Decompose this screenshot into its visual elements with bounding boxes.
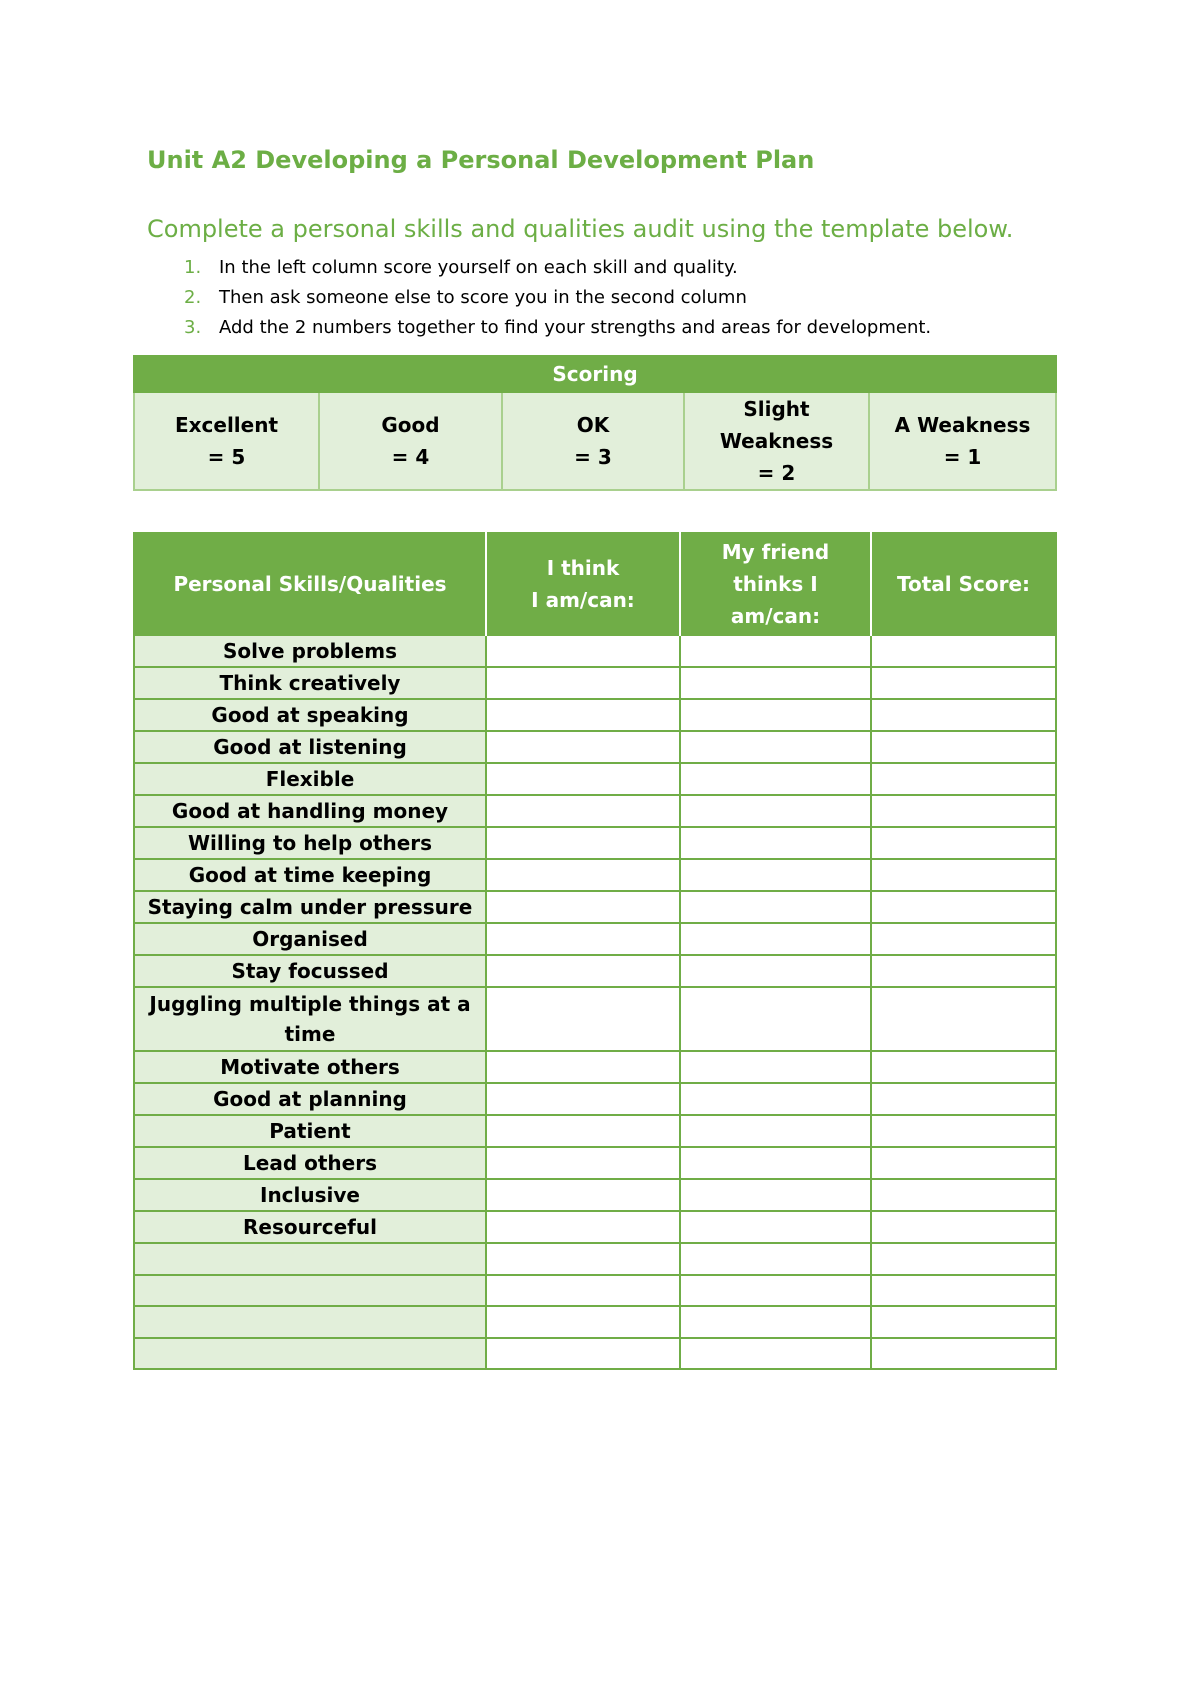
friend-score-cell[interactable]	[680, 1083, 871, 1115]
score-level-value: = 2	[757, 461, 796, 485]
table-row	[134, 1179, 1056, 1211]
skill-name-cell: Flexible	[134, 763, 486, 795]
score-level-value: = 3	[574, 445, 612, 469]
score-level-value: = 4	[391, 445, 430, 469]
table-row	[134, 1338, 1056, 1370]
score-level-label: A Weakness	[894, 413, 1031, 437]
skill-name-cell: Motivate others	[134, 1051, 486, 1083]
friend-score-cell[interactable]	[680, 891, 871, 923]
scoring-header: Scoring	[134, 356, 1056, 392]
table-row	[134, 1115, 1056, 1147]
skill-name-cell	[134, 1338, 486, 1370]
friend-score-cell[interactable]	[680, 827, 871, 859]
skill-name-cell: Stay focussed	[134, 955, 486, 987]
friend-score-cell[interactable]	[680, 635, 871, 667]
skill-name-cell: Resourceful	[134, 1211, 486, 1243]
self-score-cell[interactable]	[486, 1179, 680, 1211]
table-row	[134, 667, 1056, 699]
self-score-cell[interactable]	[486, 1275, 680, 1307]
total-score-cell[interactable]	[871, 955, 1056, 987]
skills-audit-table	[133, 532, 1057, 1370]
header-line: My friend	[721, 540, 830, 564]
friend-score-cell[interactable]	[680, 1147, 871, 1179]
friend-score-cell[interactable]	[680, 763, 871, 795]
table-row	[134, 1083, 1056, 1115]
skill-name-cell: Patient	[134, 1115, 486, 1147]
skill-name-cell: Good at planning	[134, 1083, 486, 1115]
friend-score-cell[interactable]	[680, 731, 871, 763]
total-score-cell[interactable]	[871, 1083, 1056, 1115]
skill-name-cell: Lead others	[134, 1147, 486, 1179]
total-score-cell[interactable]	[871, 763, 1056, 795]
instruction-number: 2.	[184, 287, 202, 308]
friend-score-cell[interactable]	[680, 1051, 871, 1083]
friend-score-cell[interactable]	[680, 1338, 871, 1370]
self-score-cell[interactable]	[486, 1051, 680, 1083]
total-score-cell[interactable]	[871, 891, 1056, 923]
score-level-slight-weakness	[684, 392, 869, 490]
score-level-label: Slight	[743, 397, 810, 421]
skill-name-cell	[134, 1275, 486, 1307]
total-score-cell[interactable]	[871, 1306, 1056, 1338]
skill-name-cell: Good at time keeping	[134, 859, 486, 891]
score-level-label: OK	[576, 413, 610, 437]
skill-name-cell: Good at listening	[134, 731, 486, 763]
friend-score-cell[interactable]	[680, 795, 871, 827]
score-level-ok	[502, 392, 684, 490]
skill-name-cell: Willing to help others	[134, 827, 486, 859]
table-row	[134, 891, 1056, 923]
scoring-key-table	[133, 355, 1057, 491]
header-line: thinks I	[733, 572, 818, 596]
total-score-cell[interactable]	[871, 699, 1056, 731]
total-score-cell[interactable]	[871, 1243, 1056, 1275]
score-level-weakness	[869, 392, 1056, 490]
instruction-number: 1.	[184, 257, 202, 278]
friend-score-cell[interactable]	[680, 923, 871, 955]
table-row	[134, 1051, 1056, 1083]
table-row	[134, 763, 1056, 795]
self-score-cell[interactable]	[486, 1306, 680, 1338]
friend-score-cell[interactable]	[680, 1306, 871, 1338]
skill-name-cell	[134, 1306, 486, 1338]
header-line: I am/can:	[531, 588, 635, 612]
total-score-cell[interactable]	[871, 1179, 1056, 1211]
table-row	[134, 1243, 1056, 1275]
self-score-cell[interactable]	[486, 731, 680, 763]
skill-name-cell: Organised	[134, 923, 486, 955]
self-score-cell[interactable]	[486, 1115, 680, 1147]
total-score-cell[interactable]	[871, 1275, 1056, 1307]
instruction-text: Then ask someone else to score you in the second column	[219, 287, 747, 308]
table-row	[134, 827, 1056, 859]
score-level-label: Weakness	[719, 429, 834, 453]
table-row	[134, 1306, 1056, 1338]
instruction-item	[147, 253, 931, 283]
instruction-item	[147, 313, 931, 343]
table-row	[134, 987, 1056, 1051]
header-line: am/can:	[730, 604, 821, 628]
header-line: I think	[546, 556, 620, 580]
total-score-cell[interactable]	[871, 1147, 1056, 1179]
friend-score-cell[interactable]	[680, 1115, 871, 1147]
total-score-cell[interactable]	[871, 1211, 1056, 1243]
table-row	[134, 699, 1056, 731]
table-row	[134, 1275, 1056, 1307]
score-level-label: Good	[381, 413, 440, 437]
instructions-list	[147, 253, 931, 343]
friend-score-cell[interactable]	[680, 1275, 871, 1307]
friend-score-cell[interactable]	[680, 1179, 871, 1211]
skill-name-cell: Solve problems	[134, 635, 486, 667]
self-score-cell[interactable]	[486, 923, 680, 955]
friend-score-cell[interactable]	[680, 955, 871, 987]
score-level-value: = 5	[207, 445, 246, 469]
score-level-excellent	[134, 392, 319, 490]
total-score-cell[interactable]	[871, 923, 1056, 955]
self-score-cell[interactable]	[486, 795, 680, 827]
instruction-item	[147, 283, 931, 313]
score-level-value: = 1	[943, 445, 982, 469]
skill-name-cell: Think creatively	[134, 667, 486, 699]
total-score-cell[interactable]	[871, 667, 1056, 699]
self-score-cell[interactable]	[486, 827, 680, 859]
header-self-score	[486, 533, 680, 635]
self-score-cell[interactable]	[486, 763, 680, 795]
total-score-cell[interactable]	[871, 827, 1056, 859]
self-score-cell[interactable]	[486, 1211, 680, 1243]
self-score-cell[interactable]	[486, 955, 680, 987]
total-score-cell[interactable]	[871, 1115, 1056, 1147]
total-score-cell[interactable]	[871, 731, 1056, 763]
table-row	[134, 1147, 1056, 1179]
page-title: Unit A2 Developing a Personal Development Plan	[147, 146, 815, 174]
skill-name-cell: Good at speaking	[134, 699, 486, 731]
table-row	[134, 955, 1056, 987]
skill-name-cell: Inclusive	[134, 1179, 486, 1211]
total-score-cell[interactable]	[871, 795, 1056, 827]
score-level-good	[319, 392, 502, 490]
skill-name-cell: Good at handling money	[134, 795, 486, 827]
skill-name-cell: Juggling multiple things at a time	[134, 987, 486, 1051]
total-score-cell[interactable]	[871, 859, 1056, 891]
self-score-cell[interactable]	[486, 699, 680, 731]
total-score-cell[interactable]	[871, 1051, 1056, 1083]
self-score-cell[interactable]	[486, 1338, 680, 1370]
table-row	[134, 923, 1056, 955]
skill-name-cell: Staying calm under pressure	[134, 891, 486, 923]
friend-score-cell[interactable]	[680, 1211, 871, 1243]
table-row	[134, 731, 1056, 763]
table-row	[134, 795, 1056, 827]
instruction-text: Add the 2 numbers together to find your strengths and areas for development.	[219, 317, 932, 338]
self-score-cell[interactable]	[486, 667, 680, 699]
self-score-cell[interactable]	[486, 1243, 680, 1275]
instruction-number: 3.	[184, 317, 202, 338]
header-friend-score	[680, 533, 871, 635]
skill-name-cell	[134, 1243, 486, 1275]
score-level-label: Excellent	[174, 413, 279, 437]
header-total-score	[871, 533, 1056, 635]
instructions-heading: Complete a personal skills and qualities audit using the template below.	[147, 215, 1014, 243]
friend-score-cell[interactable]	[680, 1243, 871, 1275]
total-score-cell[interactable]	[871, 1338, 1056, 1370]
self-score-cell[interactable]	[486, 1083, 680, 1115]
friend-score-cell[interactable]	[680, 699, 871, 731]
friend-score-cell[interactable]	[680, 667, 871, 699]
instruction-text: In the left column score yourself on each skill and quality.	[219, 257, 738, 278]
total-score-cell[interactable]	[871, 987, 1056, 1051]
table-row	[134, 859, 1056, 891]
friend-score-cell[interactable]	[680, 859, 871, 891]
self-score-cell[interactable]	[486, 891, 680, 923]
header-line: Total Score:	[896, 572, 1031, 596]
header-line: Personal Skills/Qualities	[173, 572, 447, 596]
friend-score-cell[interactable]	[680, 987, 871, 1051]
header-skills	[134, 533, 486, 635]
self-score-cell[interactable]	[486, 859, 680, 891]
table-row	[134, 635, 1056, 667]
self-score-cell[interactable]	[486, 987, 680, 1051]
total-score-cell[interactable]	[871, 635, 1056, 667]
table-row	[134, 1211, 1056, 1243]
skills-table-body	[134, 635, 1056, 1369]
self-score-cell[interactable]	[486, 635, 680, 667]
self-score-cell[interactable]	[486, 1147, 680, 1179]
